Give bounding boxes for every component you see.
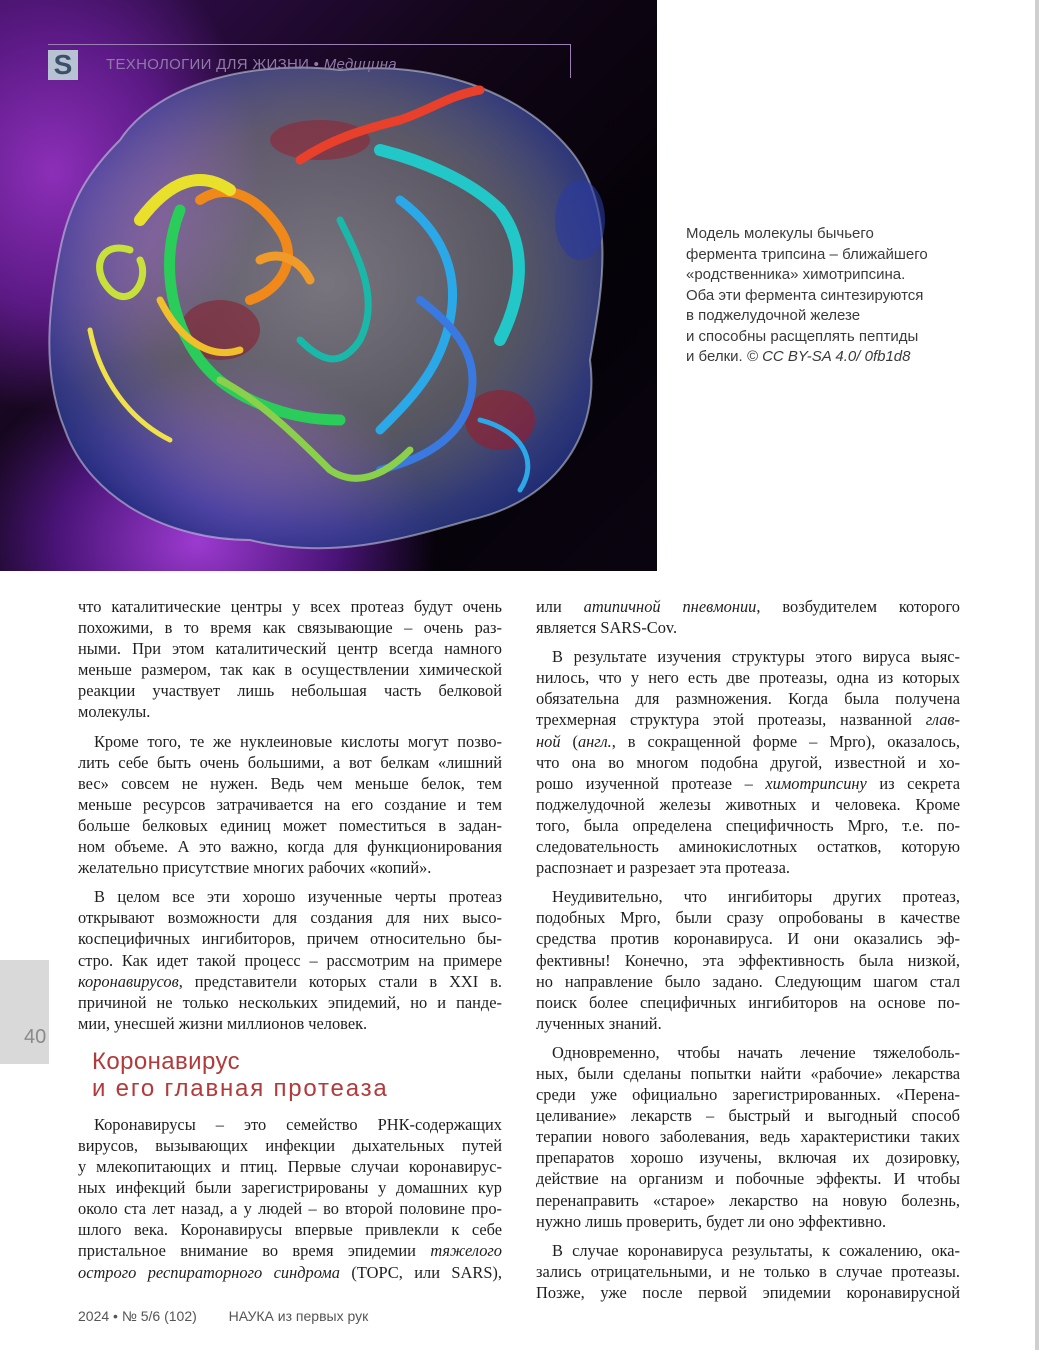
text-fragment: из секрета xyxy=(866,773,960,793)
text-line: является SARS-Cov. xyxy=(536,618,678,638)
text-line xyxy=(536,709,960,730)
text-line: Кроме того, те же нуклеиновые кислоты могут позво- xyxy=(94,731,502,751)
italic-term: глав- xyxy=(925,710,960,730)
text-fragment: или xyxy=(536,597,584,616)
text-line: перенаправить «старое» лекарство на новую болезнь, xyxy=(536,1190,960,1210)
text-line: у млекопитающих и птиц. Первые случаи коронавирус- xyxy=(78,1157,502,1177)
text-line: ными. При этом каталитический центр всегда намного xyxy=(78,639,502,659)
paragraph xyxy=(78,886,502,1034)
paragraph xyxy=(78,596,502,723)
text-line: похожими, в то время как связывающие – очень раз- xyxy=(78,618,502,638)
text-fragment: , представители которых стали в XXI в. xyxy=(178,971,502,991)
text-line: стро. Как идет такой процесс – рассмотрим на примере xyxy=(78,950,502,970)
text-line xyxy=(78,1262,502,1283)
text-line: ном объеме. А это важно, когда для функционирования xyxy=(78,837,502,857)
header-separator: • xyxy=(313,56,320,73)
text-line: ных, были сделаны попытки найти «рабочие» лекарства xyxy=(536,1063,960,1083)
caption-line xyxy=(686,347,986,368)
text-line: В целом все эти хорошо изученные черты протеаз xyxy=(94,887,502,907)
text-line: желательно присутствие многих рабочих «копий». xyxy=(78,858,432,878)
text-line: фективны! Конечно, эта эффективность была низкой, xyxy=(536,950,960,970)
text-line: ных инфекций были зарегистрированы у домашних кур xyxy=(78,1178,502,1198)
text-line: Коронавирусы – это семейство РНК-содержащих xyxy=(94,1114,502,1134)
journal-name: НАУКА из первых рук xyxy=(228,1308,369,1324)
paragraph xyxy=(536,1240,960,1303)
text-line: лученных знаний. xyxy=(536,1013,662,1033)
text-line: причиной не только нескольких эпидемий, но и панде- xyxy=(78,992,502,1012)
text-line: вес» совсем не нужен. Ведь чем меньше белок, тем xyxy=(78,773,502,793)
heading-line-2: и его главная протеаза xyxy=(92,1074,389,1102)
text-line: целивание» лекарств – быстрый и выгодный способ xyxy=(536,1106,960,1126)
page-number: 40 xyxy=(24,1026,47,1048)
caption-line: «родственника» химотрипсина. xyxy=(686,266,906,283)
text-line: распознает и разрезает эта протеаза. xyxy=(536,858,791,878)
trypsin-molecule-image xyxy=(0,0,657,571)
text-line: вирусов, вызывающих инфекции дыхательных путей xyxy=(78,1135,502,1155)
section-title: ТЕХНОЛОГИИ ДЛЯ ЖИЗНИ xyxy=(106,56,310,73)
paragraph xyxy=(536,646,960,878)
magazine-logo: S xyxy=(48,50,78,80)
italic-term: коронавирусов xyxy=(78,971,179,991)
text-line: препаратов хорошо изучены, включая их дозировку, xyxy=(536,1148,960,1168)
text-line: больше белковых единиц может поместиться в задан- xyxy=(78,815,502,835)
text-line: средства против коронавируса. И они оказались эф- xyxy=(536,929,960,949)
caption-line: Модель молекулы бычьего xyxy=(686,225,874,242)
text-line: среди уже официально зарегистрированных. «Перена- xyxy=(536,1085,960,1105)
caption-line: в поджелудочной железе xyxy=(686,307,861,324)
paragraph xyxy=(536,596,960,638)
text-line: что каталитические центры у всех протеаз будут очень xyxy=(78,597,502,616)
text-fragment: , возбудителем которого xyxy=(756,597,960,616)
text-line: обязательна для размножения. Когда была получена xyxy=(536,689,960,709)
text-line: меньше размером, так как в осуществлении химической xyxy=(78,660,502,680)
italic-term: химотрипсину xyxy=(765,773,867,793)
section-header xyxy=(106,56,397,73)
text-line: действие на организм и побочные эффекты. И чтобы xyxy=(536,1169,960,1189)
image-credit: © CC BY-SA 4.0/ 0fb1d8 xyxy=(746,348,911,365)
text-line: молекулы. xyxy=(78,702,151,722)
text-line: того, была определена специфичность Mpro, т.е. по- xyxy=(536,815,960,835)
italic-term: ной xyxy=(536,731,561,751)
text-fragment: рошо изученной протеазе – xyxy=(536,773,766,793)
text-line xyxy=(536,773,960,794)
paragraph xyxy=(536,886,960,1034)
text-line: шлого века. Коронавирусы впервые привлекли к себе xyxy=(78,1220,502,1240)
text-line: что она во многом подобна другой, известной и хо- xyxy=(536,752,960,772)
italic-term: тяжелого xyxy=(430,1241,502,1261)
text-line xyxy=(536,731,960,752)
caption-line: и способны расщеплять пептиды xyxy=(686,327,919,345)
text-line: Неудивительно, что ингибиторы других протеаз, xyxy=(552,887,960,907)
text-line: следовательность аминокислотных остатков, которую xyxy=(536,837,960,857)
text-line xyxy=(536,596,960,617)
subsection-title: Медицина xyxy=(323,56,397,73)
right-column xyxy=(536,596,960,1311)
caption-last-text: и белки. xyxy=(686,348,747,365)
paragraph xyxy=(78,1114,502,1283)
text-line: нужно лишь проверить, будет ли оно эффективно. xyxy=(536,1211,887,1231)
page-footer xyxy=(78,1308,368,1324)
section-heading xyxy=(92,1048,502,1102)
issue-info: 2024 • № 5/6 (102) xyxy=(78,1308,197,1324)
figure-caption xyxy=(686,224,986,368)
text-fragment: трехмерная структура этой протеазы, названной xyxy=(536,710,926,730)
text-fragment: , в сокращенной форме – Mpro), оказалось, xyxy=(611,731,960,751)
text-line: коспецифичных ингибиторов, причем относительно бы- xyxy=(78,929,502,949)
text-line: меньше ресурсов затрачивается на его создание и тем xyxy=(78,794,502,814)
left-column xyxy=(78,596,502,1291)
page-edge xyxy=(1035,0,1039,1350)
caption-line: Оба эти фермента синтезируются xyxy=(686,286,924,304)
text-line: Одновременно, чтобы начать лечение тяжелоболь- xyxy=(552,1042,960,1062)
text-line: открывают возможности для создания для них высо- xyxy=(78,908,502,928)
protein-illustration xyxy=(0,0,657,571)
italic-term: атипичной пневмонии xyxy=(583,597,757,616)
text-line: реакции участвует лишь небольшая часть белковой xyxy=(78,681,502,701)
text-line xyxy=(78,971,502,992)
caption-line: фермента трипсина – ближайшего xyxy=(686,245,928,263)
text-line xyxy=(78,1240,502,1261)
paragraph xyxy=(536,1042,960,1232)
italic-term: острого респираторного синдрома xyxy=(78,1262,340,1282)
text-fragment: (ТОРС, или SARS), xyxy=(339,1262,502,1282)
text-line: В случае коронавируса результаты, к сожалению, ока- xyxy=(552,1240,960,1260)
heading-line-1: Коронавирус xyxy=(92,1047,240,1075)
text-line: терапии нового заболевания, ведь характеристики таких xyxy=(536,1127,960,1147)
text-fragment: пристальное внимание во время эпидемии xyxy=(78,1241,431,1261)
text-line: нилось, что у него есть две протеазы, одна из которых xyxy=(536,668,960,688)
text-line: около ста лет назад, а у людей – во второй половине про- xyxy=(78,1199,502,1219)
text-line: поджелудочной железы животных и человека. Кроме xyxy=(536,794,960,814)
paragraph xyxy=(78,731,502,879)
italic-term: англ. xyxy=(577,731,612,751)
text-line: В результате изучения структуры этого вируса выяс- xyxy=(552,647,960,667)
text-line: подобных Mpro, были сразу опробованы в качестве xyxy=(536,908,960,928)
text-line: лить себе быть очень большими, а вот белкам «лишний xyxy=(78,752,502,772)
text-line: зались отрицательными, и не только в случае протеазы. xyxy=(536,1261,960,1281)
text-fragment: ( xyxy=(560,731,578,751)
text-line: мии, унесшей жизни миллионов человек. xyxy=(78,1013,368,1033)
text-line: но направление было задано. Следующим шагом стал xyxy=(536,971,960,991)
text-line: поиск более специфичных ингибиторов на основе по- xyxy=(536,992,960,1012)
text-line: Позже, уже после первой эпидемии коронавирусной xyxy=(536,1282,960,1302)
